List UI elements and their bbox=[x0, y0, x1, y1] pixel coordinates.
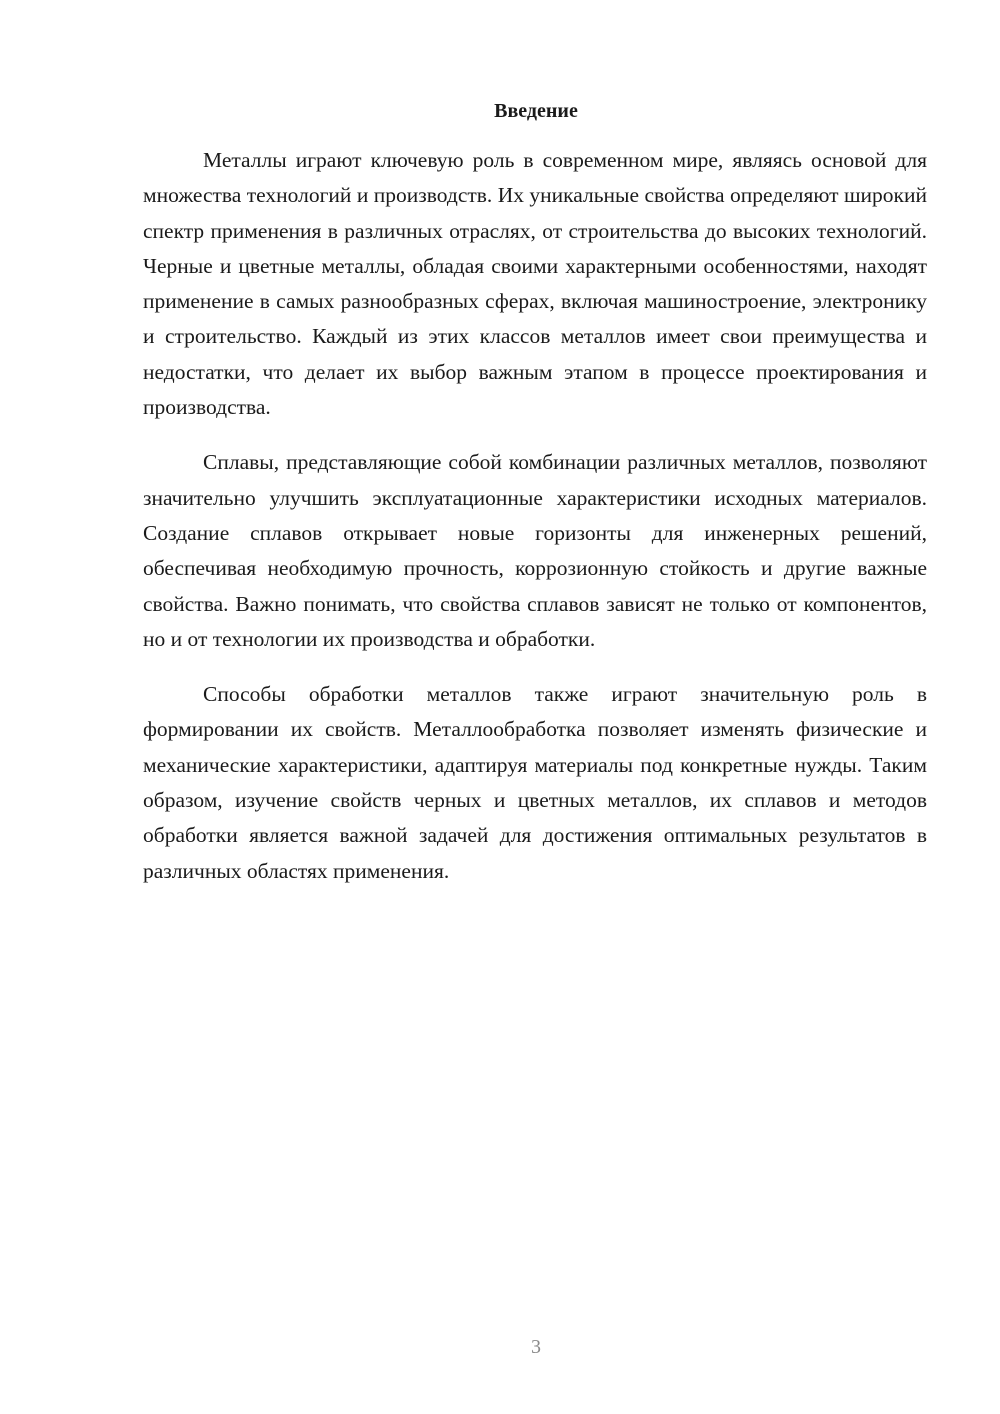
paragraph: Металлы играют ключевую роль в современном мире, являясь основой для множества технологий и производств. Их уникальные свойства определяют широкий спектр применения в различных отраслях, от строительства до высоких технологий. Черные и цветные металлы, обладая своими характерными особенностями, находят применение в самых разнообразных сферах, включая машиностроение, электронику и строительство. Каждый из этих классов металлов имеет свои преимущества и недостатки, что делает их выбор важным этапом в процессе проектирования и производства. bbox=[143, 148, 927, 420]
section-heading: Введение bbox=[494, 100, 578, 122]
page-number: 3 bbox=[531, 1336, 541, 1358]
paragraph: Способы обработки металлов также играют значительную роль в формировании их свойств. Металлообработка позволяет изменять физические и механические характеристики, адаптируя материалы под конкретные нужды. Таким образом, изучение свойств черных и цветных металлов, их сплавов и методов обработки является важной задачей для достижения оптимальных результатов в различных областях применения. bbox=[143, 682, 927, 883]
body-text bbox=[143, 143, 927, 909]
paragraph: Сплавы, представляющие собой комбинации различных металлов, позволяют значительно улучшить эксплуатационные характеристики исходных материалов. Создание сплавов открывает новые горизонты для инженерных решений, обеспечивая необходимую прочность, коррозионную стойкость и другие важные свойства. Важно понимать, что свойства сплавов зависят не только от компонентов, но и от технологии их производства и обработки. bbox=[143, 450, 927, 651]
